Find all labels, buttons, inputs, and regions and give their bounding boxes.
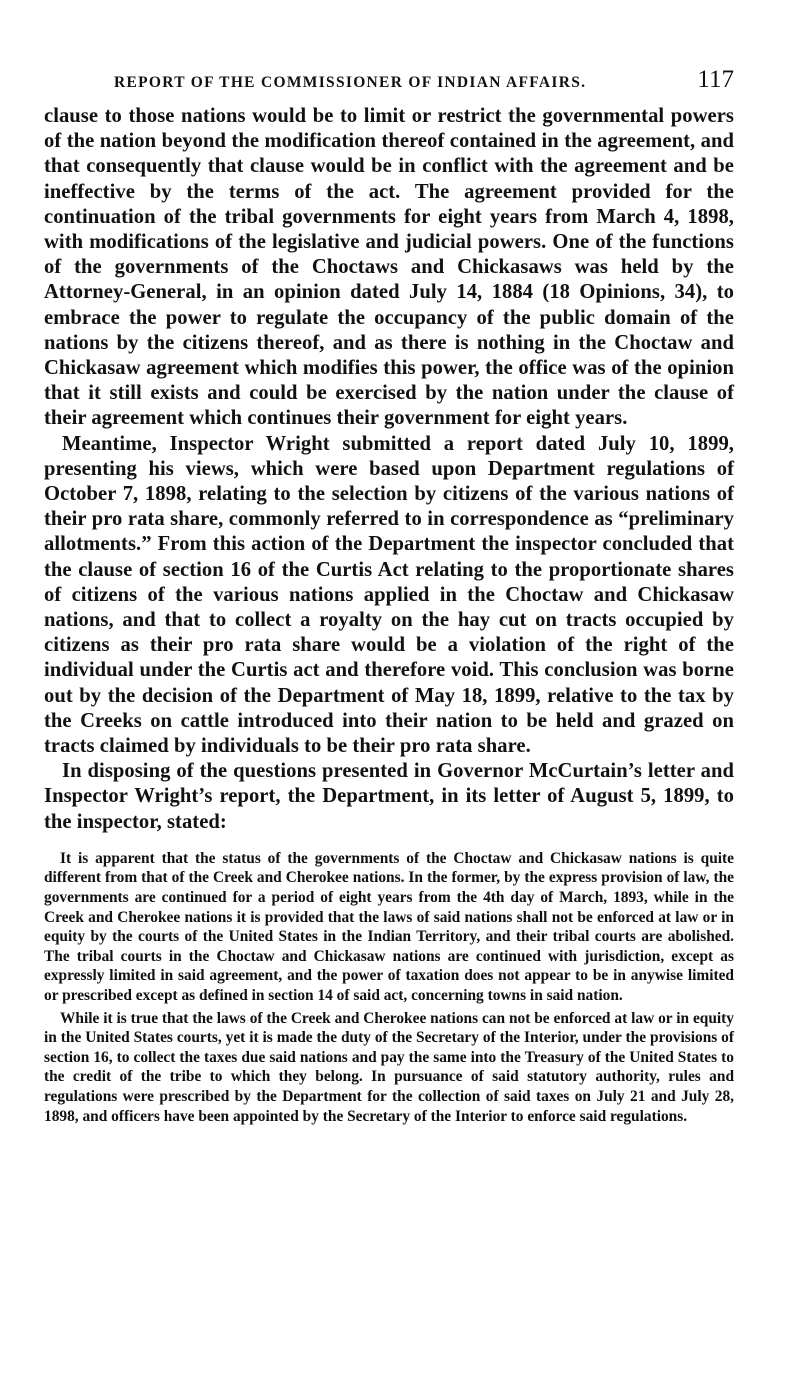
body-paragraph: Meantime, Inspector Wright submitted a report dated July 10, 1899, presenting his views, which were based upon Department regulations of October 7, 1898, relating to the selection by citizens of the various nations of their pro rata share, commonly referred to in correspondence as “preliminary allotments.” From this action of the Department the inspector concluded that the clause of section 16 of the Curtis Act relating to the proportionate shares of citizens of the various nations applied in the Choctaw and Chickasaw nations, and that to collect a royalty on the hay cut on tracts occupied by citizens as their pro rata share would be a violation of the right of the individual under the Curtis act and therefore void. This conclusion was borne out by the decision of the Department of May 18, 1899, relative to the tax by the Creeks on cattle introduced into their nation to be held and grazed on tracts claimed by individuals to be their pro rata share. — [44, 432, 734, 758]
quote-paragraph: While it is true that the laws of the Creek and Cherokee nations can not be enforced at law or in equity in the United States courts, yet it is made the duty of the Secretary of the Interior, under the provisions of section 16, to collect the taxes due said nations and pay the same into the Treasury of the United States to the credit of the tribe to which they belong. In pursuance of said statutory authority, rules and regulations were prescribed by the Department for the collection of said taxes on July 21 and July 28, 1898, and officers have been appointed by the Secretary of the Interior to enforce said regulations. — [44, 1009, 734, 1125]
running-head: REPORT OF THE COMMISSIONER OF INDIAN AFFAIRS. — [114, 74, 587, 91]
page-header — [44, 66, 734, 94]
document-page — [44, 66, 734, 1126]
body-text — [44, 104, 734, 835]
body-paragraph: In disposing of the questions presented in Governor McCurtain’s letter and Inspector Wright’s report, the Department, in its letter of August 5, 1899, to the inspector, stated: — [44, 760, 734, 833]
block-quote — [44, 849, 734, 1126]
page-number: 117 — [697, 66, 734, 93]
quote-paragraph: It is apparent that the status of the governments of the Choctaw and Chickasaw nations is quite different from that of the Creek and Cherokee nations. In the former, by the express provision of law, the governments are continued for a period of eight years from the 4th day of March, 1893, while in the Creek and Cherokee nations it is provided that the laws of said nations shall not be enforced at law or in equity by the courts of the United States in the Indian Territory, and their tribal courts are abolished. The tribal courts in the Choctaw and Chickasaw nations are continued with jurisdiction, except as expressly limited in said agreement, and the power of taxation does not appear to be in anywise limited or prescribed except as defined in section 14 of said act, concerning towns in said nation. — [44, 849, 734, 1005]
body-paragraph: clause to those nations would be to limit or restrict the governmental powers of the nation beyond the modification thereof contained in the agreement, and that consequently that clause would be in conflict with the agreement and be ineffective by the terms of the act. The agreement provided for the continuation of the tribal governments for eight years from March 4, 1898, with modifications of the legislative and judicial powers. One of the functions of the governments of the Choctaws and Chickasaws was held by the Attorney-General, in an opinion dated July 14, 1884 (18 Opinions, 34), to embrace the power to regulate the occupancy of the public domain of the nations by the citizens thereof, and as there is nothing in the Choctaw and Chickasaw agreement which modifies this power, the office was of the opinion that it still exists and could be exercised by the nation under the clause of their agreement which continues their government for eight years. — [44, 105, 734, 430]
